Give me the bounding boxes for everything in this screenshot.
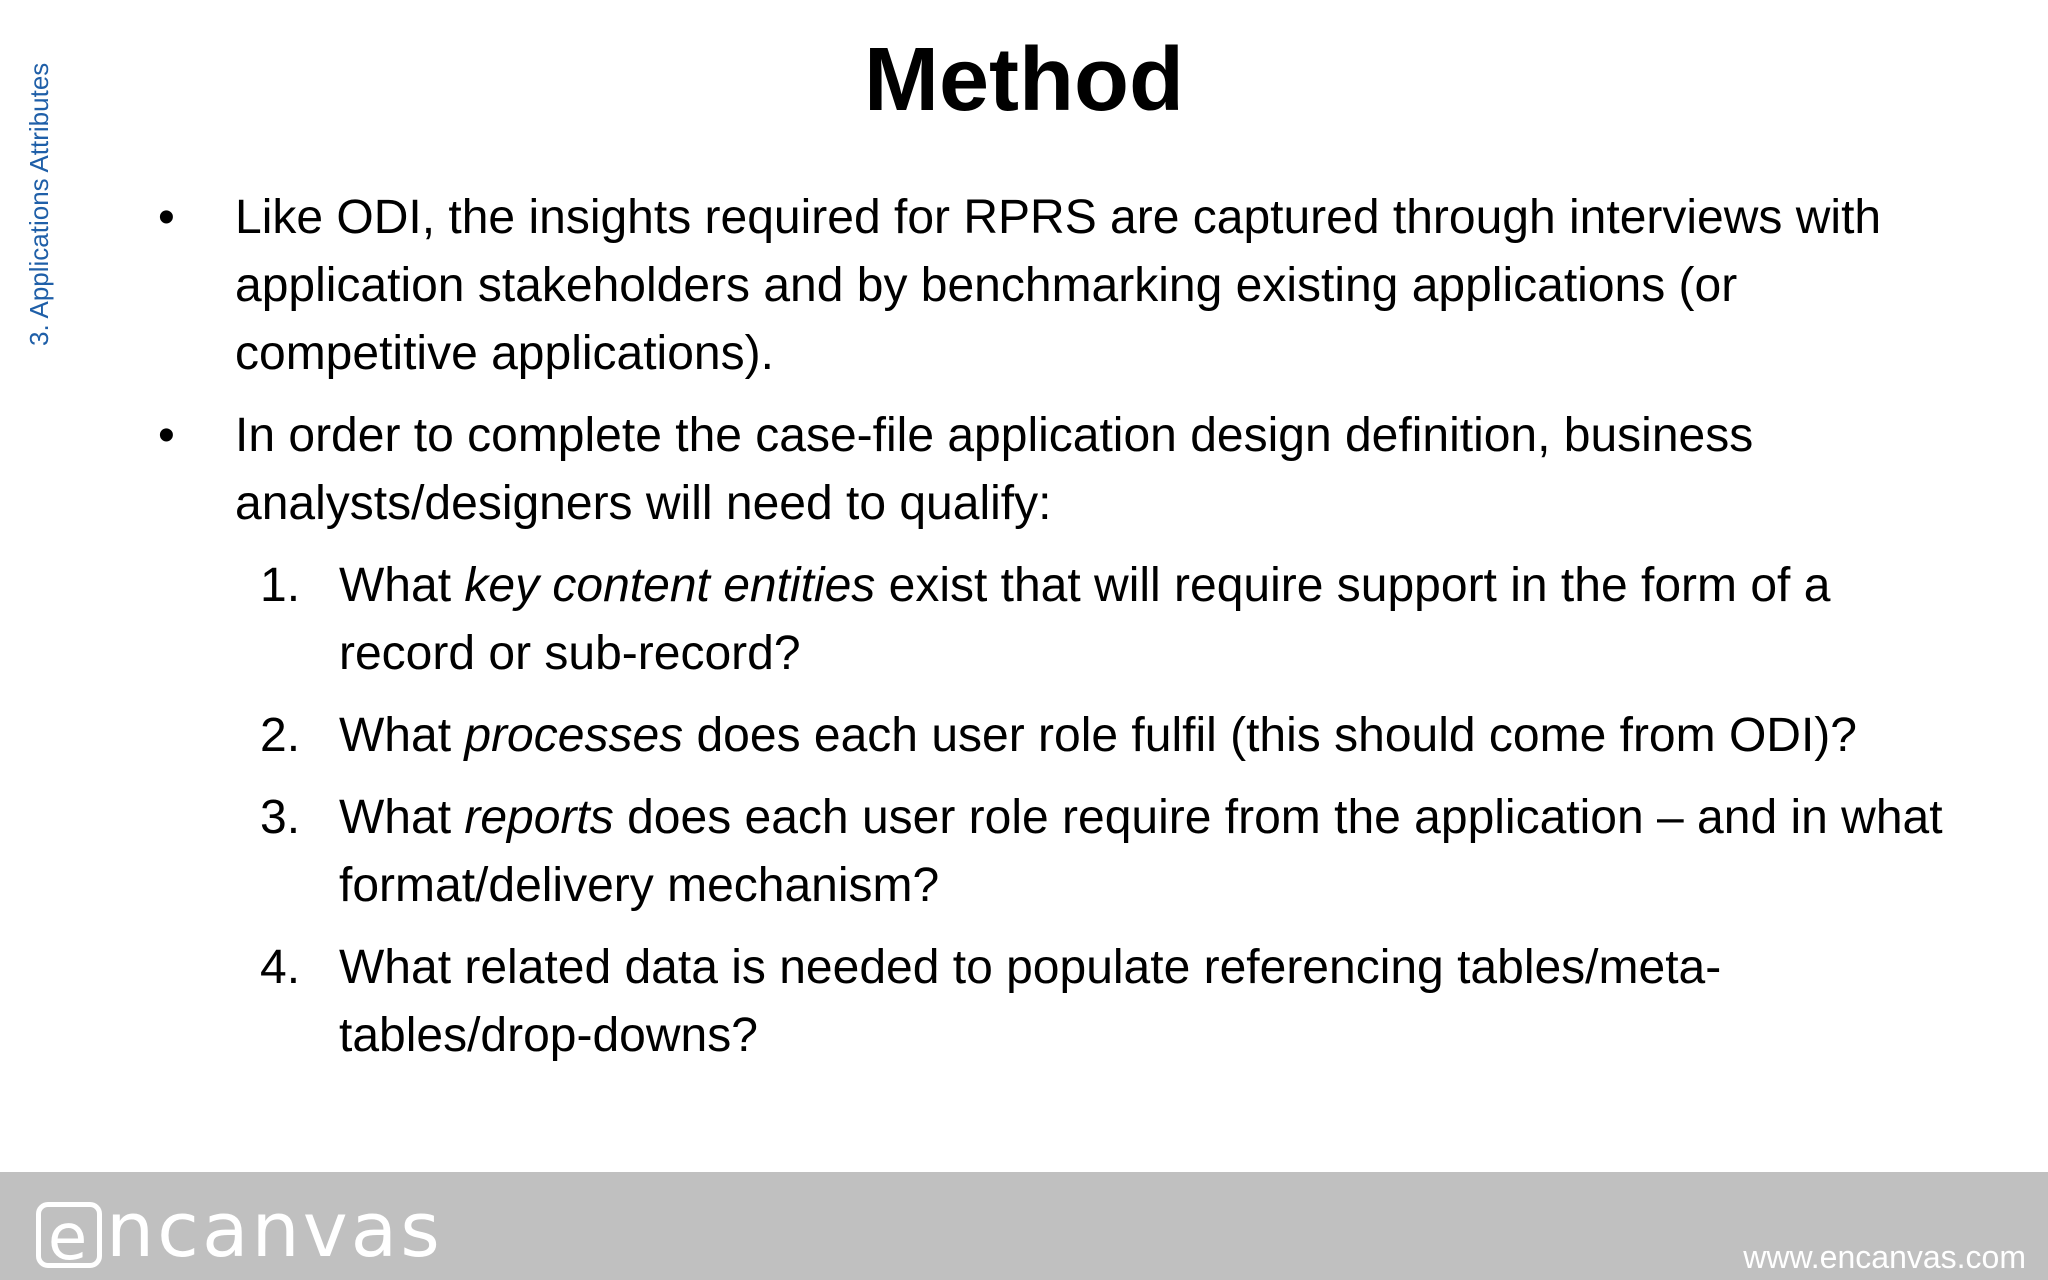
numbered-item — [260, 934, 1950, 1070]
item-text: What processes does each user role fulfil (this should come from ODI)? — [339, 709, 1857, 762]
footer-bar — [0, 1172, 2048, 1280]
item-text: What related data is needed to populate referencing tables/meta-tables/drop-downs? — [339, 941, 1722, 1062]
emphasis: reports — [464, 791, 614, 844]
item-number: 4. — [260, 941, 301, 994]
encanvas-logo[interactable] — [36, 1185, 443, 1275]
item-number: 2. — [260, 709, 301, 762]
bullet-item — [150, 184, 1950, 388]
emphasis: processes — [464, 709, 684, 762]
numbered-item — [260, 552, 1950, 688]
logo-text: ncanvas — [106, 1185, 443, 1274]
slide-title: Method — [864, 30, 1184, 130]
bullet-text: Like ODI, the insights required for RPRS are captured through interviews with application stakeholders and by benchmarking existing applications (or competitive applications). — [235, 191, 1882, 380]
website-link[interactable]: www.encanvas.com — [1743, 1239, 2026, 1275]
bullet-marker: • — [158, 409, 175, 462]
numbered-item — [260, 702, 1950, 770]
item-number: 3. — [260, 791, 301, 844]
bullet-marker: • — [158, 191, 175, 244]
item-text: What reports does each user role require from the application – and in what format/delivery mechanism? — [339, 791, 1943, 912]
bullet-item — [150, 402, 1950, 538]
logo-e-icon: e — [36, 1202, 102, 1268]
section-label: 3. Applications Attributes — [24, 62, 54, 346]
item-text: What key content entities exist that will require support in the form of a record or sub-record? — [339, 559, 1831, 680]
emphasis: key content entities — [464, 559, 876, 612]
bullet-text: In order to complete the case-file application design definition, business analysts/designers will need to qualify: — [235, 409, 1754, 530]
numbered-item — [260, 784, 1950, 920]
item-number: 1. — [260, 559, 301, 612]
slide-body — [150, 184, 1950, 1084]
